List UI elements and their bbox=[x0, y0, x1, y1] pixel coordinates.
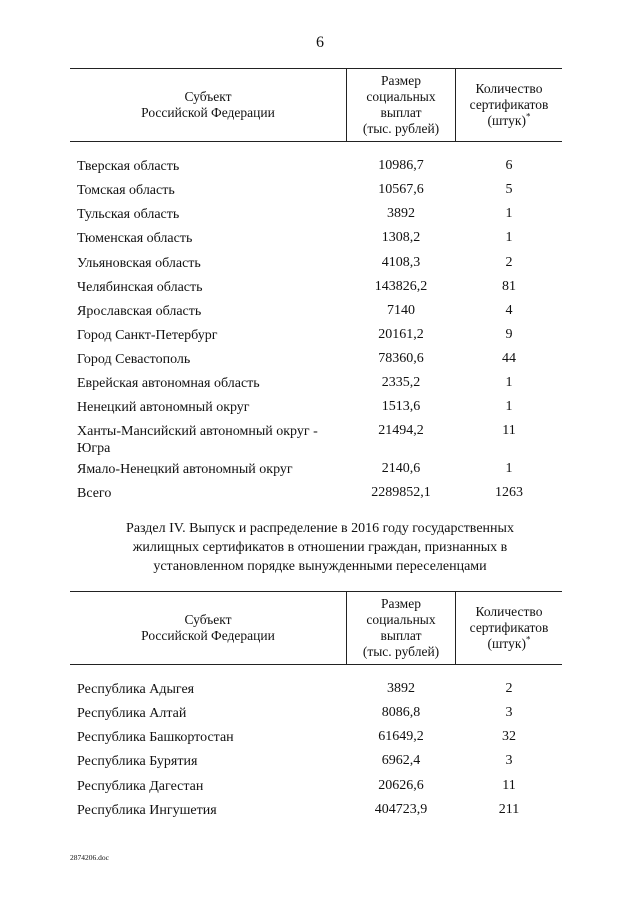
header-payments: Размер социальных выплат (тыс. рублей) bbox=[346, 592, 456, 664]
cell-subject: Республика Ингушетия bbox=[77, 803, 217, 818]
cell-certificates: 1 bbox=[505, 461, 513, 476]
cell-payments: 404723,9 bbox=[374, 802, 428, 817]
cell-certificates: 6 bbox=[505, 158, 513, 173]
header-certificates: Количество сертификатов (штук)* bbox=[469, 81, 549, 128]
cell-payments: 2289852,1 bbox=[371, 485, 431, 500]
footnote-mark: * bbox=[525, 634, 531, 645]
cell-subject: Ханты-Мансийский автономный округ - Югра bbox=[77, 424, 318, 456]
footnote-mark: * bbox=[525, 111, 531, 122]
cell-payments: 20626,6 bbox=[378, 778, 424, 793]
cell-certificates: 5 bbox=[505, 182, 513, 197]
cell-subject: Республика Дагестан bbox=[77, 779, 204, 794]
cell-subject: Тюменская область bbox=[77, 231, 193, 246]
cell-subject: Томская область bbox=[77, 183, 175, 198]
cell-subject: Город Санкт-Петербург bbox=[77, 328, 218, 343]
cell-subject: Город Севастополь bbox=[77, 352, 191, 367]
document-filename: 2874206.doc bbox=[70, 853, 109, 862]
header-subject: Субъект Российской Федерации bbox=[141, 612, 275, 643]
header-payments: Размер социальных выплат (тыс. рублей) bbox=[346, 69, 456, 141]
cell-certificates: 11 bbox=[502, 423, 516, 438]
cell-payments: 1513,6 bbox=[381, 399, 421, 414]
cell-subject: Всего bbox=[77, 486, 112, 501]
cell-payments: 1308,2 bbox=[381, 230, 421, 245]
cell-certificates: 4 bbox=[505, 303, 513, 318]
cell-subject: Республика Алтай bbox=[77, 706, 187, 721]
cell-certificates: 81 bbox=[502, 279, 516, 294]
table-2-header bbox=[70, 591, 562, 665]
cell-payments: 6962,4 bbox=[381, 753, 421, 768]
cell-payments: 8086,8 bbox=[381, 705, 421, 720]
header-certificates: Количество сертификатов (штук)* bbox=[469, 604, 549, 651]
cell-subject: Еврейская автономная область bbox=[77, 376, 260, 391]
cell-certificates: 2 bbox=[505, 255, 513, 270]
header-subject: Субъект Российской Федерации bbox=[141, 89, 275, 120]
cell-certificates: 1 bbox=[505, 399, 513, 414]
cell-payments: 143826,2 bbox=[374, 279, 428, 294]
cell-certificates: 32 bbox=[502, 729, 516, 744]
cell-subject: Республика Адыгея bbox=[77, 682, 195, 697]
cell-subject: Республика Башкортостан bbox=[77, 730, 234, 745]
page-number: 6 bbox=[316, 34, 324, 51]
cell-subject: Челябинская область bbox=[77, 280, 203, 295]
cell-certificates: 11 bbox=[502, 778, 516, 793]
cell-payments: 2140,6 bbox=[381, 461, 421, 476]
cell-subject: Ненецкий автономный округ bbox=[77, 400, 250, 415]
cell-payments: 3892 bbox=[387, 681, 415, 696]
cell-certificates: 1 bbox=[505, 375, 513, 390]
cell-certificates: 2 bbox=[505, 681, 513, 696]
cell-certificates: 1263 bbox=[495, 485, 523, 500]
cell-certificates: 3 bbox=[505, 705, 513, 720]
cell-certificates: 44 bbox=[502, 351, 516, 366]
cell-subject: Ульяновская область bbox=[77, 256, 201, 271]
cell-payments: 3892 bbox=[387, 206, 415, 221]
cell-certificates: 3 bbox=[505, 753, 513, 768]
cell-certificates: 211 bbox=[498, 802, 520, 817]
table-1-header bbox=[70, 68, 562, 142]
cell-payments: 20161,2 bbox=[378, 327, 424, 342]
cell-payments: 4108,3 bbox=[381, 255, 421, 270]
section-title: Раздел IV. Выпуск и распределение в 2016 году государственных жилищных сертификатов в отношении граждан, признанных в установленном порядке вынужденными переселенцами bbox=[126, 521, 514, 574]
cell-payments: 2335,2 bbox=[381, 375, 421, 390]
cell-payments: 21494,2 bbox=[378, 423, 424, 438]
cell-payments: 78360,6 bbox=[378, 351, 424, 366]
cell-subject: Тверская область bbox=[77, 159, 180, 174]
cell-subject: Республика Бурятия bbox=[77, 754, 198, 769]
table-2 bbox=[70, 591, 562, 818]
cell-payments: 10986,7 bbox=[378, 158, 424, 173]
cell-subject: Ярославская область bbox=[77, 304, 202, 319]
cell-payments: 61649,2 bbox=[378, 729, 424, 744]
cell-certificates: 1 bbox=[505, 230, 513, 245]
cell-subject: Тульская область bbox=[77, 207, 180, 222]
cell-certificates: 1 bbox=[505, 206, 513, 221]
cell-payments: 7140 bbox=[387, 303, 415, 318]
cell-certificates: 9 bbox=[505, 327, 513, 342]
table-1 bbox=[70, 68, 562, 501]
cell-subject: Ямало-Ненецкий автономный округ bbox=[77, 462, 293, 477]
cell-payments: 10567,6 bbox=[378, 182, 424, 197]
